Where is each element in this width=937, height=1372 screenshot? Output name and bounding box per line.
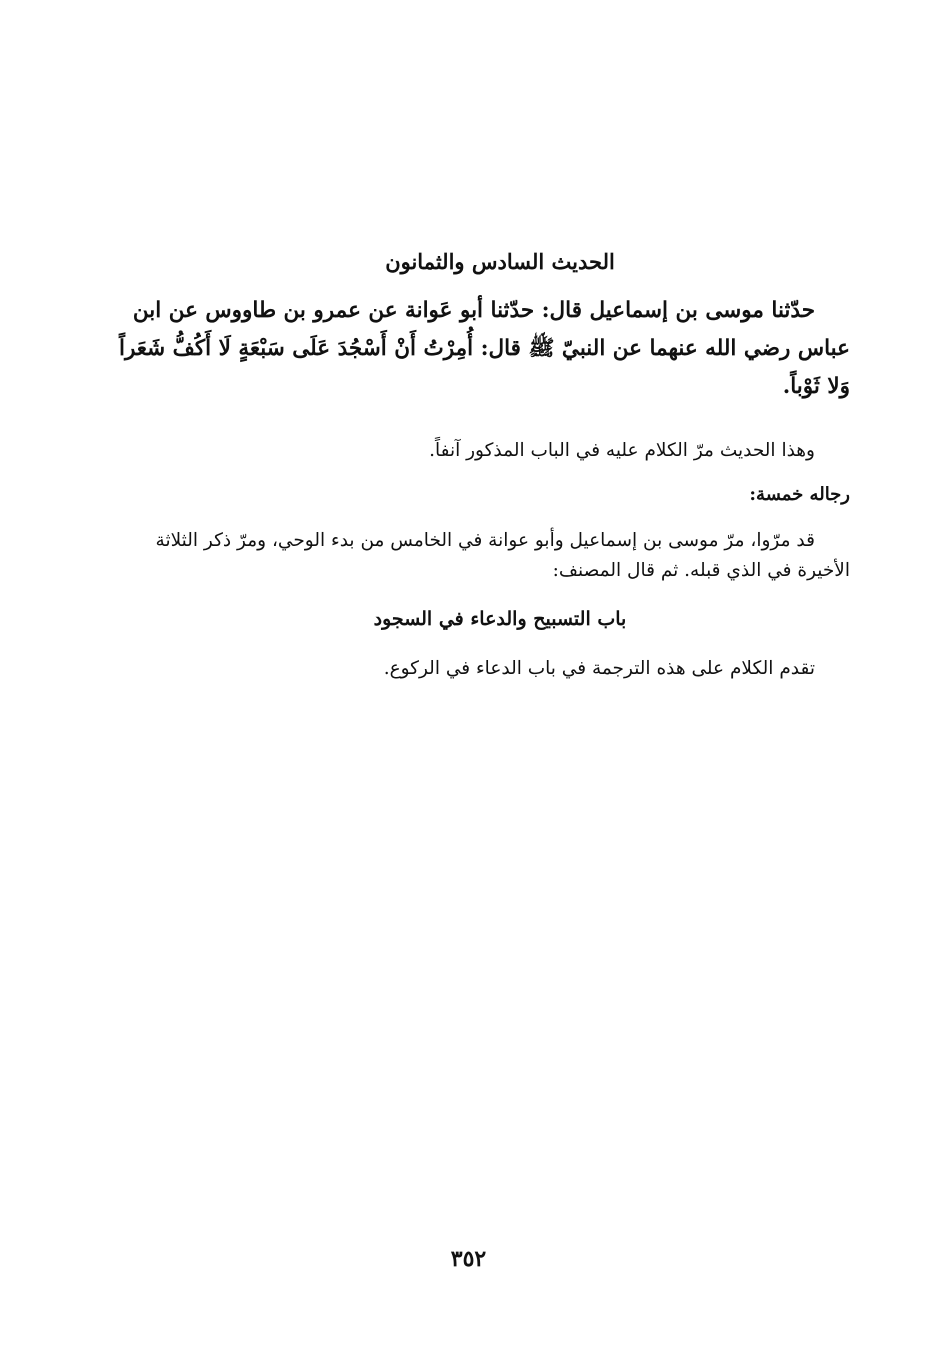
hadith-line-2: عباس رضي الله عنهما عن النبيّ ﷺ قال: أُمِرْتُ أَنْ أَسْجُدَ عَلَى سَبْعَةٍ لَا أَكُفُّ شَعَراً <box>118 336 850 361</box>
narrators-line-1: قد مرّوا، مرّ موسى بن إسماعيل وأبو عوانة في الخامس من بدء الوحي، ومرّ ذكر الثلاثة <box>155 530 815 551</box>
narrators-heading: رجاله خمسة: <box>749 484 850 505</box>
commentary-paragraph: وهذا الحديث مرّ الكلام عليه في الباب المذكور آنفاً. <box>429 440 815 461</box>
narrators-paragraph <box>70 526 850 586</box>
hadith-text <box>70 292 850 406</box>
hadith-line-3: وَلا ثَوْباً. <box>782 374 850 399</box>
chapter-title: باب التسبيح والدعاء في السجود <box>373 608 627 630</box>
hadith-line-1: حدّثنا موسى بن إسماعيل قال: حدّثنا أبو عَوانة عن عمرو بن طاووس عن ابن <box>132 298 815 323</box>
page-number: ٣٥٢ <box>450 1246 487 1272</box>
hadith-heading: الحديث السادس والثمانون <box>385 249 615 274</box>
narrators-line-2: الأخيرة في الذي قبله. ثم قال المصنف: <box>552 560 850 581</box>
chapter-intro-paragraph: تقدم الكلام على هذه الترجمة في باب الدعاء في الركوع. <box>383 658 815 679</box>
